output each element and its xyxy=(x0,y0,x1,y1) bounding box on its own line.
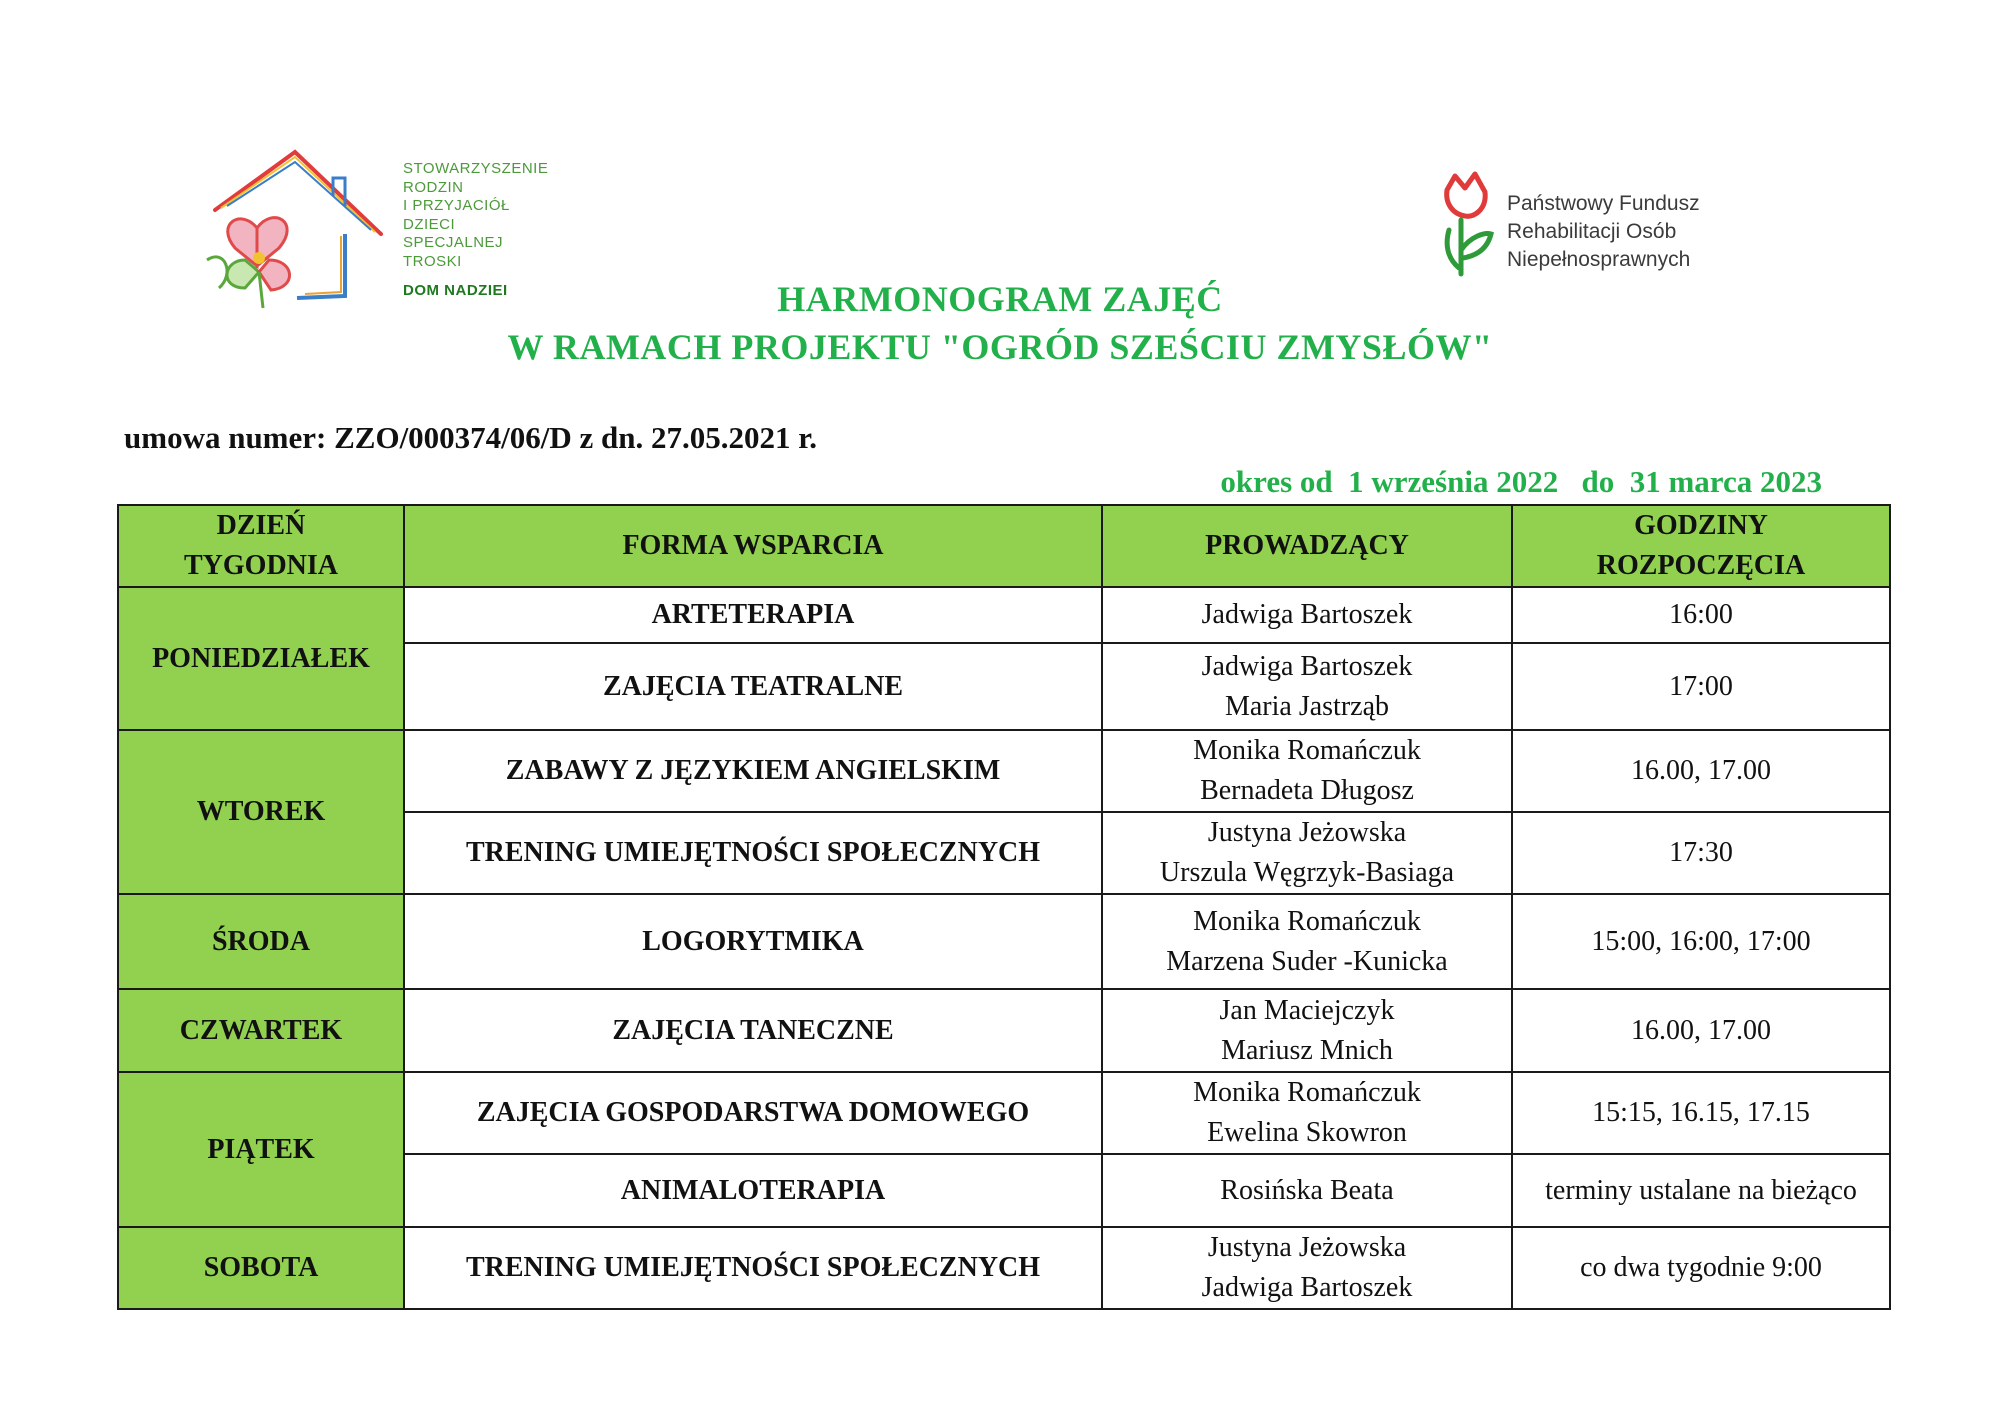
form-cell: LOGORYTMIKA xyxy=(404,894,1102,989)
document-subtitle: W RAMACH PROJEKTU "OGRÓD SZEŚCIU ZMYSŁÓW" xyxy=(507,327,1493,367)
pfron-line: Niepełnosprawnych xyxy=(1507,248,1691,271)
header-instructors: PROWADZĄCY xyxy=(1102,505,1512,587)
instructor-name: Ewelina Skowron xyxy=(1207,1117,1407,1148)
form-cell: TRENING UMIEJĘTNOŚCI SPOŁECZNYCH xyxy=(404,1227,1102,1309)
pfron-logo xyxy=(1435,170,1755,280)
association-line: RODZIN xyxy=(403,178,464,196)
hours-cell: 17:00 xyxy=(1512,643,1890,730)
header-day xyxy=(118,505,404,587)
period-range: okres od 1 września 2022 do 31 marca 2023 xyxy=(1220,464,1822,499)
table-row xyxy=(118,587,1890,643)
instructors-cell xyxy=(1102,643,1512,730)
day-cell: WTOREK xyxy=(118,730,404,894)
form-cell: ANIMALOTERAPIA xyxy=(404,1154,1102,1227)
day-cell: PONIEDZIAŁEK xyxy=(118,587,404,730)
header-hours-line: GODZINY xyxy=(1634,510,1768,541)
pfron-line: Państwowy Fundusz xyxy=(1507,192,1700,215)
instructors-cell xyxy=(1102,1227,1512,1309)
association-line: TROSKI xyxy=(403,252,462,270)
instructors-cell xyxy=(1102,894,1512,989)
table-header-row xyxy=(118,505,1890,587)
instructor-name: Rosińska Beata xyxy=(1220,1174,1394,1206)
form-cell: ZAJĘCIA GOSPODARSTWA DOMOWEGO xyxy=(404,1072,1102,1154)
hours-cell: co dwa tygodnie 9:00 xyxy=(1512,1227,1890,1309)
instructor-name: Monika Romańczuk xyxy=(1193,905,1421,937)
tulip-logo-icon xyxy=(1435,170,1499,280)
association-line: I PRZYJACIÓŁ xyxy=(403,197,510,214)
hours-cell: 15:15, 16.15, 17.15 xyxy=(1512,1072,1890,1154)
instructors-cell xyxy=(1102,587,1512,643)
instructor-name: Bernadeta Długosz xyxy=(1200,775,1414,806)
instructors-cell xyxy=(1102,1072,1512,1154)
instructor-name: Jan Maciejczyk xyxy=(1219,994,1395,1026)
pfron-name-lines xyxy=(1507,190,1700,274)
instructor-name: Marzena Suder -Kunicka xyxy=(1166,945,1448,977)
day-cell: CZWARTEK xyxy=(118,989,404,1072)
instructors-cell xyxy=(1102,1154,1512,1227)
form-cell: ZABAWY Z JĘZYKIEM ANGIELSKIM xyxy=(404,730,1102,812)
hours-cell: 16.00, 17.00 xyxy=(1512,730,1890,812)
instructors-cell xyxy=(1102,989,1512,1072)
contract-number: umowa numer: ZZO/000374/06/D z dn. 27.05.2021 r. xyxy=(124,420,817,455)
instructor-name: Justyna Jeżowska xyxy=(1207,817,1407,848)
instructor-name: Justyna Jeżowska xyxy=(1207,1232,1407,1263)
hours-cell: terminy ustalane na bieżąco xyxy=(1512,1154,1890,1227)
instructor-name: Jadwiga Bartoszek xyxy=(1201,1272,1413,1303)
hours-cell: 16.00, 17.00 xyxy=(1512,989,1890,1072)
hours-cell: 15:00, 16:00, 17:00 xyxy=(1512,894,1890,989)
header-day-line: TYGODNIA xyxy=(183,550,338,581)
form-cell: ZAJĘCIA TANECZNE xyxy=(404,989,1102,1072)
instructor-name: Monika Romańczuk xyxy=(1193,1077,1421,1108)
header-hours xyxy=(1512,505,1890,587)
association-name-lines xyxy=(403,160,548,271)
instructors-cell xyxy=(1102,730,1512,812)
header-day-line: DZIEŃ xyxy=(216,510,306,541)
instructor-name: Urszula Węgrzyk-Basiaga xyxy=(1159,857,1455,888)
association-line: DZIECI xyxy=(403,215,456,233)
instructor-name: Mariusz Mnich xyxy=(1221,1034,1393,1066)
header-hours-line: ROZPOCZĘCIA xyxy=(1596,550,1806,581)
pfron-line: Rehabilitacji Osób xyxy=(1507,220,1677,243)
table-row xyxy=(118,730,1890,812)
instructor-name: Jadwiga Bartoszek xyxy=(1201,650,1413,682)
association-line: SPECJALNEJ xyxy=(403,234,504,251)
table-row xyxy=(118,1227,1890,1309)
schedule-table xyxy=(117,504,1891,1310)
association-line: STOWARZYSZENIE xyxy=(403,160,549,177)
instructor-name: Maria Jastrząb xyxy=(1224,690,1390,722)
instructor-name: Jadwiga Bartoszek xyxy=(1201,599,1413,630)
instructors-cell xyxy=(1102,812,1512,894)
table-row xyxy=(118,1072,1890,1154)
day-cell: SOBOTA xyxy=(118,1227,404,1309)
table-row xyxy=(118,989,1890,1072)
day-cell: ŚRODA xyxy=(118,894,404,989)
form-cell: ARTETERAPIA xyxy=(404,587,1102,643)
association-title: DOM NADZIEI xyxy=(403,282,508,299)
table-row xyxy=(118,894,1890,989)
instructor-name: Monika Romańczuk xyxy=(1193,735,1421,766)
day-cell: PIĄTEK xyxy=(118,1072,404,1227)
form-cell: TRENING UMIEJĘTNOŚCI SPOŁECZNYCH xyxy=(404,812,1102,894)
form-cell: ZAJĘCIA TEATRALNE xyxy=(404,643,1102,730)
document-title: HARMONOGRAM ZAJĘĆ xyxy=(777,279,1223,319)
hours-cell: 17:30 xyxy=(1512,812,1890,894)
hours-cell: 16:00 xyxy=(1512,587,1890,643)
header-form: FORMA WSPARCIA xyxy=(404,505,1102,587)
